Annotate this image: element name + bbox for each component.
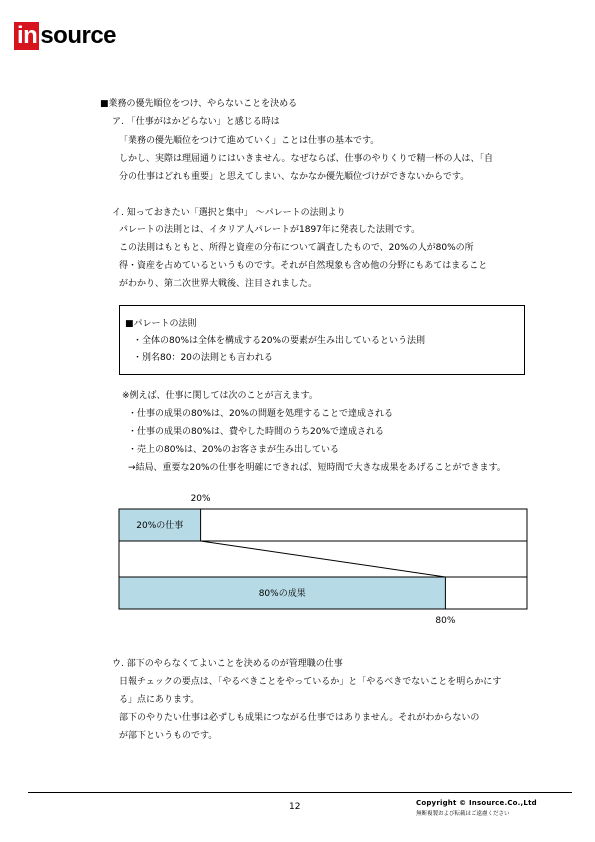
paragraph-line: 「業務の優先順位をつけて進めていく」ことは仕事の基本です。 (119, 136, 380, 146)
box-line: ・別名80：20の法則とも言われる (133, 353, 273, 363)
logo-part-source: source (40, 22, 117, 49)
paragraph-line: 分の仕事はどれも重要」と思えてしまい、なかなか優先順位づけができないからです。 (119, 172, 470, 182)
copyright-text: Copyright © Insource.Co.,Ltd (416, 799, 537, 807)
subsection-a-title: ア. 「仕事がはかどらない」と感じる時は (112, 117, 280, 127)
example-line: ・売上の80%は、20%のお客さまが生み出している (128, 445, 340, 455)
copyright-notice: 無断複製および転載はご遠慮ください (416, 811, 510, 817)
bar-label: 80%の成果 (258, 589, 306, 599)
examples-intro: ※例えば、仕事に関しては次のことが言えます。 (122, 391, 318, 401)
value-label: 80% (435, 616, 456, 626)
bar-label: 20%の仕事 (136, 521, 184, 531)
paragraph-line: この法則はもともと、所得と資産の分布について調査したもので、20%の人が80%の所 (119, 243, 474, 253)
paragraph-line: 部下のやりたい仕事は必ずしも成果につながる仕事ではありません。それがわからないの (119, 713, 480, 723)
page-number: 12 (289, 802, 301, 812)
paragraph-line: 得・資産を占めているというものです。それが自然現象も含め他の分野にもあてはまること (119, 261, 488, 271)
paragraph-line: がわかり、第二次世界大戦後、注目されました。 (119, 279, 318, 289)
paragraph-line: る」点にあります。 (119, 695, 200, 705)
paragraph-line: が部下というものです。 (119, 731, 218, 741)
example-line: ・仕事の成果の80%は、費やした時間のうち20%で達成される (128, 427, 385, 437)
connector-line (201, 541, 446, 577)
subsection-i-title: イ. 知っておきたい「選択と集中」 ～パレートの法則より (112, 208, 346, 218)
paragraph-line: パレートの法則とは、イタリア人パレートが1897年に発表した法則です。 (119, 225, 421, 235)
footer-divider (28, 792, 572, 793)
logo-part-in: in (14, 22, 39, 50)
paragraph-line: しかし、実際は理屈通りにはいきません。なぜならば、仕事のやりくりで精一杯の人は、「自 (119, 154, 494, 164)
section-heading: ■業務の優先順位をつけ、やらないことを決める (100, 99, 298, 109)
value-label: 20% (190, 494, 211, 504)
subsection-u-title: ウ. 部下のやらなくてよいことを決めるのが管理職の仕事 (112, 659, 343, 669)
example-conclusion: →結局、重要な20%の仕事を明確にできれば、短時間で大きな成果をあげることができます。 (128, 463, 506, 473)
box-title: ■パレートの法則 (125, 319, 197, 329)
example-line: ・仕事の成果の80%は、20%の問題を処理することで達成される (128, 409, 394, 419)
box-line: ・全体の80%は全体を構成する20%の要素が生み出しているという法則 (133, 336, 426, 346)
paragraph-line: 日報チェックの要点は、「やるべきことをやっているか」と「やるべきでないことを明らかにす (119, 677, 502, 687)
